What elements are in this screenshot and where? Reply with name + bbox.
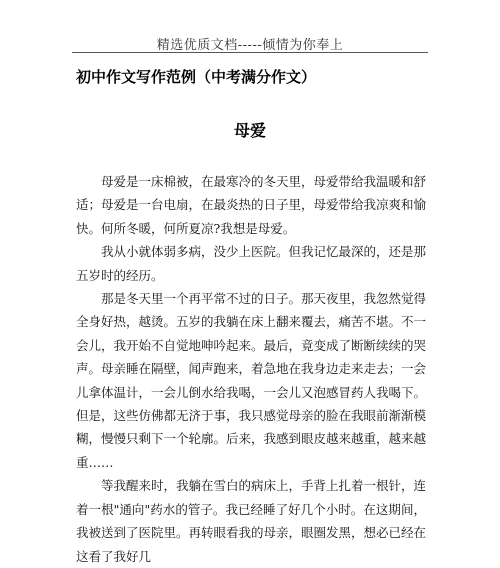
paragraph: 那是冬天里一个再平常不过的日子。那天夜里，我忽然觉得全身好热，越烫。五岁的我躺在床上翻来覆去，痛苦不堪。不一会儿，我开始不自觉地呻吟起来。最后，竟变成了断断续续的哭声。母亲睡在隔壁，闻声跑来，着急地在我身边走来走去；一会儿拿体温计，一会儿倒水给我喝，一会儿又泡感冒药人我喝下。但是，这些仿佛都无济于事，我只感觉母亲的脸在我眼前渐渐模糊，慢慢只剩下一个轮廓。后来，我感到眼皮越来越重，越来越重…… — [76, 291, 427, 470]
paragraph: 我从小就体弱多病，没少上医院。但我记忆最深的，还是那五岁时的经历。 — [76, 244, 427, 283]
paragraph: 等我醒来时，我躺在雪白的病床上，手背上扎着一根针，连着一根"通向"药水的管子。我已经睡了好几个小时。在这期间，我被送到了医院里。再转眼看我的母亲，眼圈发黑，想必已经在这看了我好几 — [76, 478, 427, 564]
paragraph: 母爱是一床棉被，在最寒冷的冬天里，母爱带给我温暖和舒适；母爱是一台电扇，在最炎热的日子里，母爱带给我凉爽和愉快。何所冬暖，何所夏凉?我想是母爱。 — [76, 174, 427, 236]
header-divider — [72, 52, 428, 53]
essay-body — [76, 170, 426, 568]
page-header: 精选优质文档-----倾情为你奉上 — [156, 38, 344, 53]
essay-title: 母爱 — [233, 121, 266, 140]
document-title: 初中作文写作范例（中考满分作文） — [76, 68, 317, 86]
